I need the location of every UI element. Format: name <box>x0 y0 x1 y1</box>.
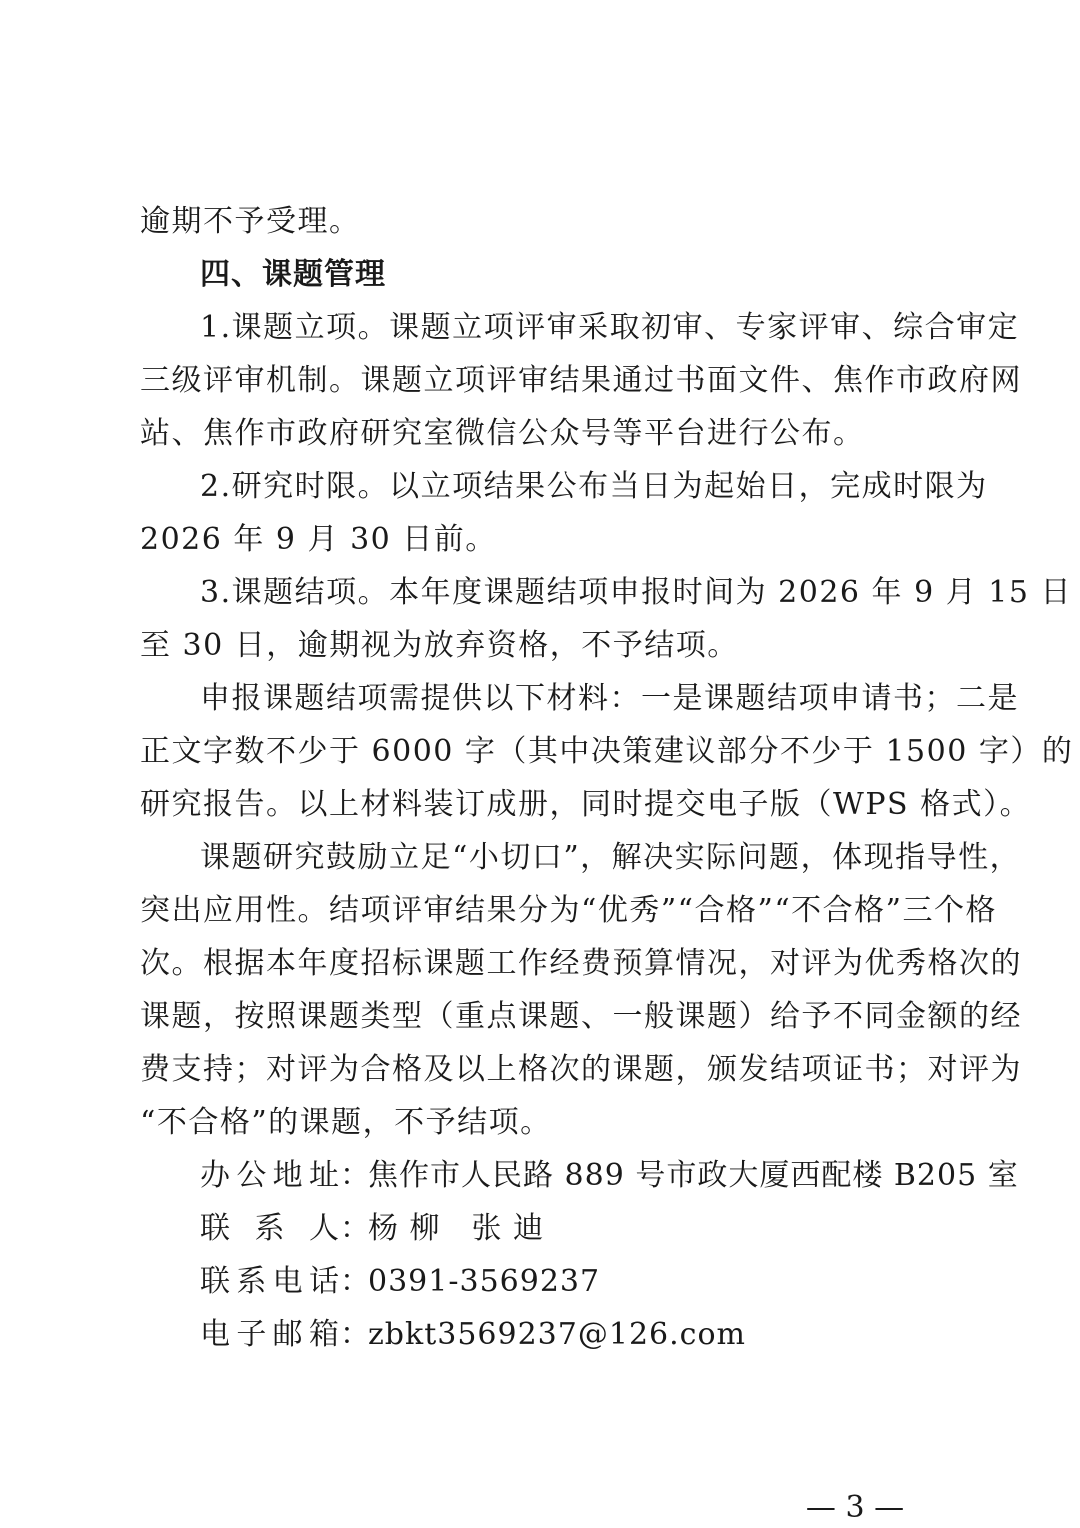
paragraph-line: 2026 年 9 月 30 日前。 <box>140 522 497 557</box>
contact-label: 办公地址 <box>200 1158 340 1193</box>
contact-label: 电子邮箱 <box>200 1317 340 1352</box>
paragraph-line: 站、焦作市政府研究室微信公众号等平台进行公布。 <box>140 416 865 451</box>
contact-value: zbkt3569237@126.com <box>368 1317 746 1352</box>
contact-separator: ： <box>340 1317 370 1352</box>
page-number: — 3 — <box>805 1490 905 1525</box>
contact-email-row <box>200 1309 746 1361</box>
contact-separator: ： <box>340 1211 370 1246</box>
paragraph-line: 费支持；对评为合格及以上格次的课题，颁发结项证书；对评为 <box>140 1052 1022 1087</box>
paragraph-line: 申报课题结项需提供以下材料：一是课题结项申请书；二是 <box>200 681 1019 716</box>
contact-value: 焦作市人民路 889 号市政大厦西配楼 B205 室 <box>368 1158 1019 1193</box>
contact-phone-row <box>200 1256 600 1308</box>
paragraph-line: 逾期不予受理。 <box>140 204 361 239</box>
contact-label: 联系人 <box>200 1211 340 1246</box>
contact-separator: ： <box>340 1264 370 1299</box>
contact-label: 联系电话 <box>200 1264 340 1299</box>
paragraph-line: 课题，按照课题类型（重点课题、一般课题）给予不同金额的经 <box>140 999 1022 1034</box>
paragraph-line: 三级评审机制。课题立项评审结果通过书面文件、焦作市政府网 <box>140 363 1022 398</box>
contact-separator: ： <box>340 1158 370 1193</box>
section-heading: 四、课题管理 <box>200 257 386 292</box>
paragraph-line: 1.课题立项。课题立项评审采取初审、专家评审、综合审定 <box>200 310 1020 345</box>
paragraph-line: 突出应用性。结项评审结果分为“优秀”“合格”“不合格”三个格 <box>140 893 998 928</box>
paragraph-line: 至 30 日，逾期视为放弃资格，不予结项。 <box>140 628 739 663</box>
contact-person-row <box>200 1203 544 1255</box>
contact-address-row <box>200 1150 1019 1202</box>
paragraph-line: 次。根据本年度招标课题工作经费预算情况，对评为优秀格次的 <box>140 946 1022 981</box>
paragraph-line: 3.课题结项。本年度课题结项申报时间为 2026 年 9 月 15 日 <box>200 575 1072 610</box>
paragraph-line: 研究报告。以上材料装订成册，同时提交电子版（WPS 格式）。 <box>140 787 1032 822</box>
contact-value: 杨 柳 张 迪 <box>368 1211 545 1246</box>
paragraph-line: 正文字数不少于 6000 字（其中决策建议部分不少于 1500 字）的 <box>140 734 1074 769</box>
paragraph-line: 课题研究鼓励立足“小切口”，解决实际问题，体现指导性， <box>200 840 1022 875</box>
paragraph-line: 2.研究时限。以立项结果公布当日为起始日，完成时限为 <box>200 469 988 504</box>
contact-value: 0391-3569237 <box>368 1264 601 1299</box>
paragraph-line: “不合格”的课题，不予结项。 <box>140 1105 552 1140</box>
